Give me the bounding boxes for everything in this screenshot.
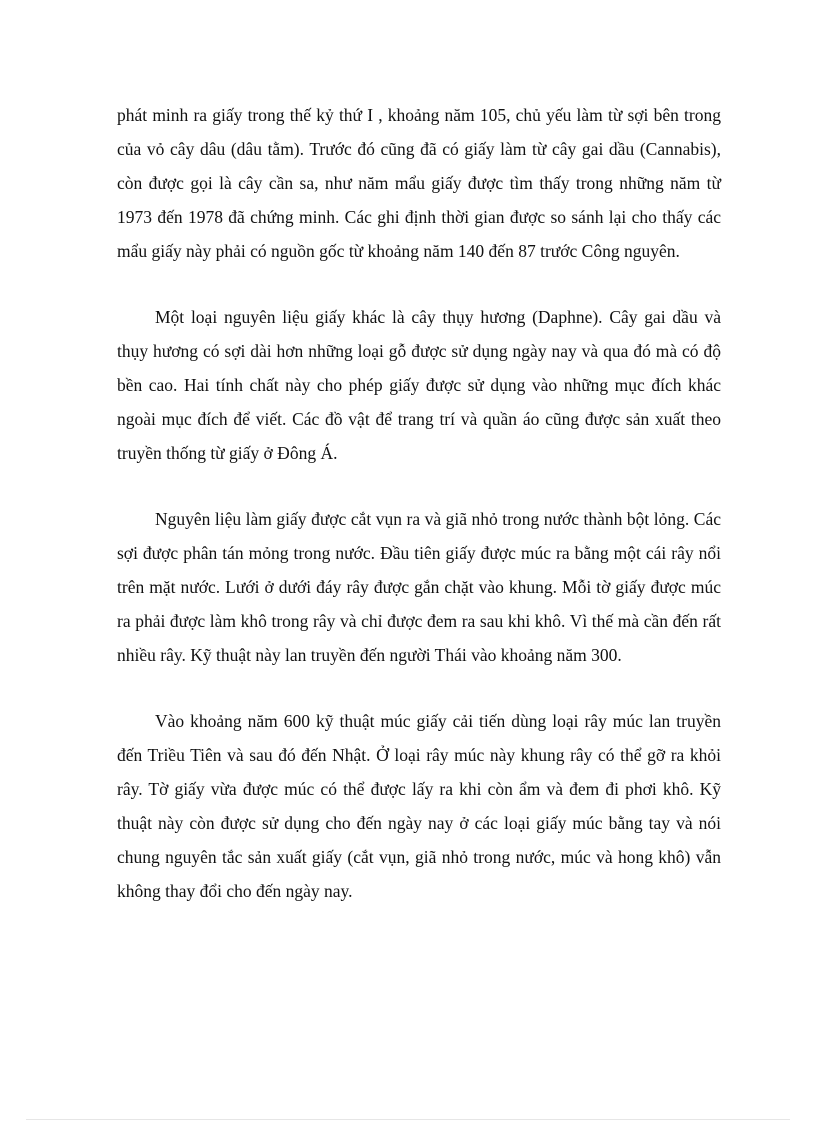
paragraph-1: phát minh ra giấy trong thế kỷ thứ I , khoảng năm 105, chủ yếu làm từ sợi bên trong của vỏ cây dâu (dâu tằm). Trước đó cũng đã có giấy làm từ cây gai dầu (Cannabis), còn được gọi là cây cần sa, như năm mẩu giấy được tìm thấy trong những năm từ 1973 đến 1978 đã chứng minh. Các ghi định thời gian được so sánh lại cho thấy các mẩu giấy này phải có nguồn gốc từ khoảng năm 140 đến 87 trước Công nguyên. bbox=[117, 105, 721, 261]
document-body bbox=[117, 98, 721, 940]
paragraph-2: Một loại nguyên liệu giấy khác là cây thụy hương (Daphne). Cây gai dầu và thụy hương có sợi dài hơn những loại gỗ được sử dụng ngày nay và qua đó mà có độ bền cao. Hai tính chất này cho phép giấy được sử dụng vào những mục đích khác ngoài mục đích để viết. Các đồ vật để trang trí và quần áo cũng được sản xuất theo truyền thống từ giấy ở Đông Á. bbox=[117, 307, 721, 463]
page-bottom-edge bbox=[26, 1119, 790, 1120]
paragraph-3: Nguyên liệu làm giấy được cắt vụn ra và giã nhỏ trong nước thành bột lỏng. Các sợi được phân tán mỏng trong nước. Đầu tiên giấy được múc ra bằng một cái rây nổi trên mặt nước. Lưới ở dưới đáy rây được gắn chặt vào khung. Mỗi tờ giấy được múc ra phải được làm khô trong rây và chỉ được đem ra sau khi khô. Vì thế mà cần đến rất nhiều rây. Kỹ thuật này lan truyền đến người Thái vào khoảng năm 300. bbox=[117, 509, 721, 665]
paragraph-4: Vào khoảng năm 600 kỹ thuật múc giấy cải tiến dùng loại rây múc lan truyền đến Triều Tiên và sau đó đến Nhật. Ở loại rây múc này khung rây có thể gỡ ra khỏi rây. Tờ giấy vừa được múc có thể được lấy ra khi còn ẩm và đem đi phơi khô. Kỹ thuật này còn được sử dụng cho đến ngày nay ở các loại giấy múc bằng tay và nói chung nguyên tắc sản xuất giấy (cắt vụn, giã nhỏ trong nước, múc và hong khô) vẫn không thay đổi cho đến ngày nay. bbox=[117, 711, 721, 901]
